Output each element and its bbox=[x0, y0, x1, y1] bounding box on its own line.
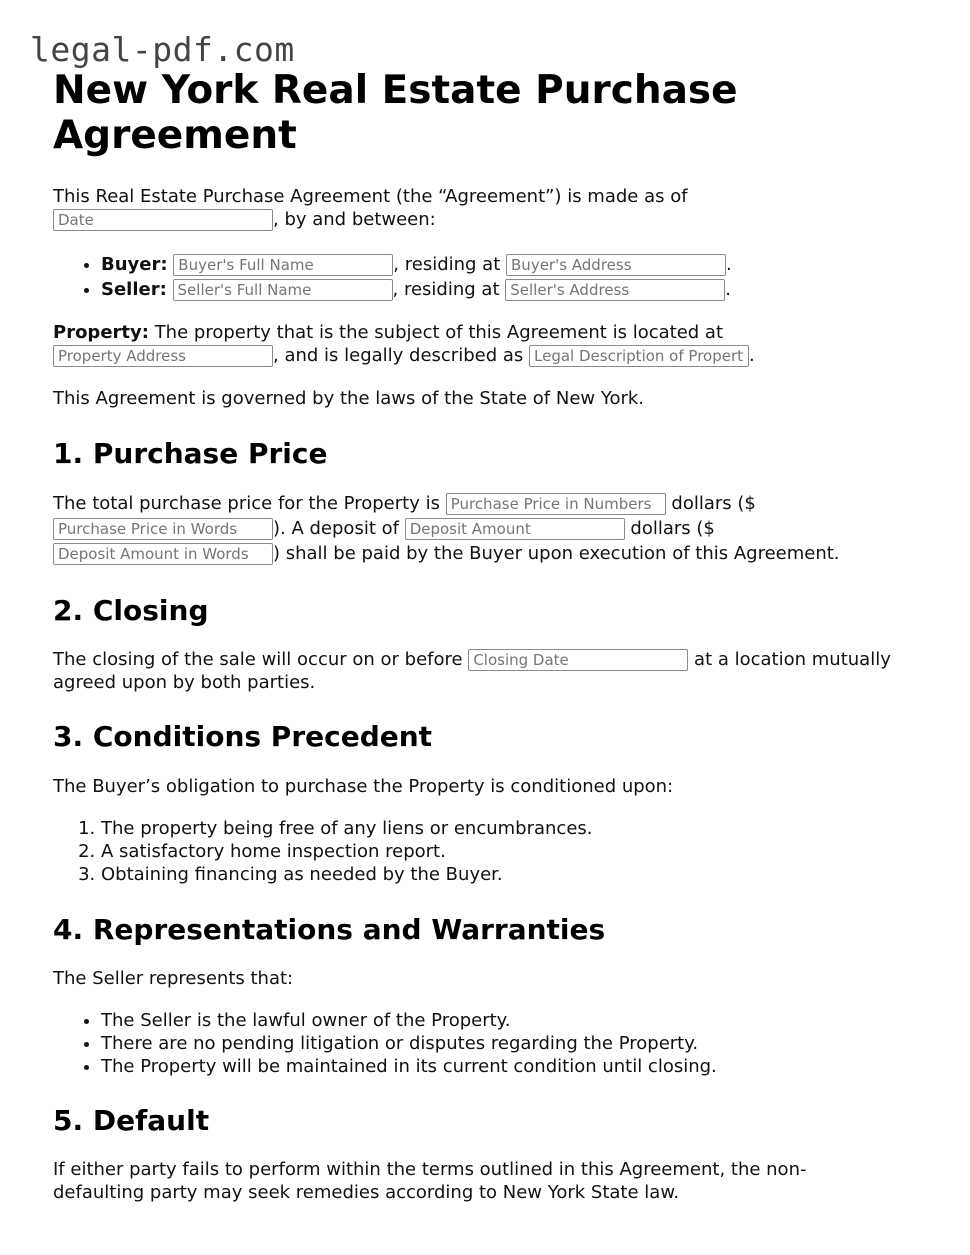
intro-paragraph bbox=[53, 185, 933, 231]
buyer-name-field[interactable] bbox=[173, 254, 393, 276]
price-numbers-field[interactable] bbox=[446, 493, 666, 515]
conditions-intro: The Buyer’s obligation to purchase the Property is conditioned upon: bbox=[53, 776, 674, 797]
price-text-5: ) shall be paid by the Buyer upon execution of this Agreement. bbox=[273, 543, 840, 564]
price-text-3: ). A deposit of bbox=[273, 518, 399, 539]
section-5-heading: 5. Default bbox=[53, 1104, 210, 1137]
property-label: Property: bbox=[53, 322, 149, 343]
seller-period: . bbox=[725, 279, 731, 300]
list-item: 1. The property being free of any liens or encumbrances. bbox=[101, 817, 933, 840]
seller-item bbox=[101, 277, 933, 302]
parties-list bbox=[53, 252, 933, 302]
section-4-heading: 4. Representations and Warranties bbox=[53, 913, 606, 946]
list-item: • The Seller is the lawful owner of the Property. bbox=[101, 1009, 933, 1032]
section-3-heading: 3. Conditions Precedent bbox=[53, 720, 433, 753]
list-item: • There are no pending litigation or disputes regarding the Property. bbox=[101, 1032, 933, 1055]
date-field[interactable] bbox=[53, 209, 273, 231]
buyer-label: Buyer: bbox=[101, 254, 168, 275]
buyer-period: . bbox=[726, 254, 732, 275]
property-legal-text: , and is legally described as bbox=[273, 345, 524, 366]
property-text: The property that is the subject of this Agreement is located at bbox=[154, 322, 723, 343]
warranties-list bbox=[53, 1009, 933, 1078]
document bbox=[53, 68, 933, 1204]
closing-text-1: The closing of the sale will occur on or before bbox=[53, 649, 463, 670]
property-period: . bbox=[749, 345, 755, 366]
purchase-price-paragraph bbox=[53, 491, 933, 566]
closing-date-field[interactable] bbox=[468, 649, 688, 671]
warranties-intro: The Seller represents that: bbox=[53, 968, 294, 989]
section-2-heading: 2. Closing bbox=[53, 594, 209, 627]
intro-text-after: , by and between: bbox=[273, 209, 436, 230]
seller-name-field[interactable] bbox=[173, 279, 393, 301]
property-paragraph bbox=[53, 321, 933, 367]
buyer-residing-text: , residing at bbox=[393, 254, 501, 275]
list-item: 2. A satisfactory home inspection report. bbox=[101, 840, 933, 863]
closing-text-2: at a location mutually agreed upon by both parties. bbox=[53, 649, 891, 693]
watermark: legal-pdf.com bbox=[30, 30, 295, 69]
price-text-4: dollars ($ bbox=[630, 518, 715, 539]
legal-description-field[interactable] bbox=[529, 345, 749, 367]
price-text-2: dollars ($ bbox=[671, 493, 756, 514]
price-text-1: The total purchase price for the Property is bbox=[53, 493, 440, 514]
deposit-words-field[interactable] bbox=[53, 543, 273, 565]
seller-residing-text: , residing at bbox=[392, 279, 500, 300]
conditions-list bbox=[53, 817, 933, 886]
seller-address-field[interactable] bbox=[505, 279, 725, 301]
list-item: 3. Obtaining financing as needed by the Buyer. bbox=[101, 863, 933, 886]
intro-text: This Real Estate Purchase Agreement (the “Agreement”) is made as of bbox=[53, 186, 688, 207]
section-1-heading: 1. Purchase Price bbox=[53, 437, 328, 470]
list-item: • The Property will be maintained in its current condition until closing. bbox=[101, 1055, 933, 1078]
page-title: New York Real Estate Purchase Agreement bbox=[53, 68, 738, 158]
closing-paragraph bbox=[53, 648, 923, 694]
deposit-amount-field[interactable] bbox=[405, 518, 625, 540]
default-paragraph: If either party fails to perform within the terms outlined in this Agreement, the non-defaulting party may seek remedies according to New York State law. bbox=[53, 1159, 807, 1203]
governing-law: This Agreement is governed by the laws of the State of New York. bbox=[53, 388, 645, 409]
seller-label: Seller: bbox=[101, 279, 167, 300]
buyer-address-field[interactable] bbox=[506, 254, 726, 276]
price-words-field[interactable] bbox=[53, 518, 273, 540]
property-address-field[interactable] bbox=[53, 345, 273, 367]
buyer-item bbox=[101, 252, 933, 277]
